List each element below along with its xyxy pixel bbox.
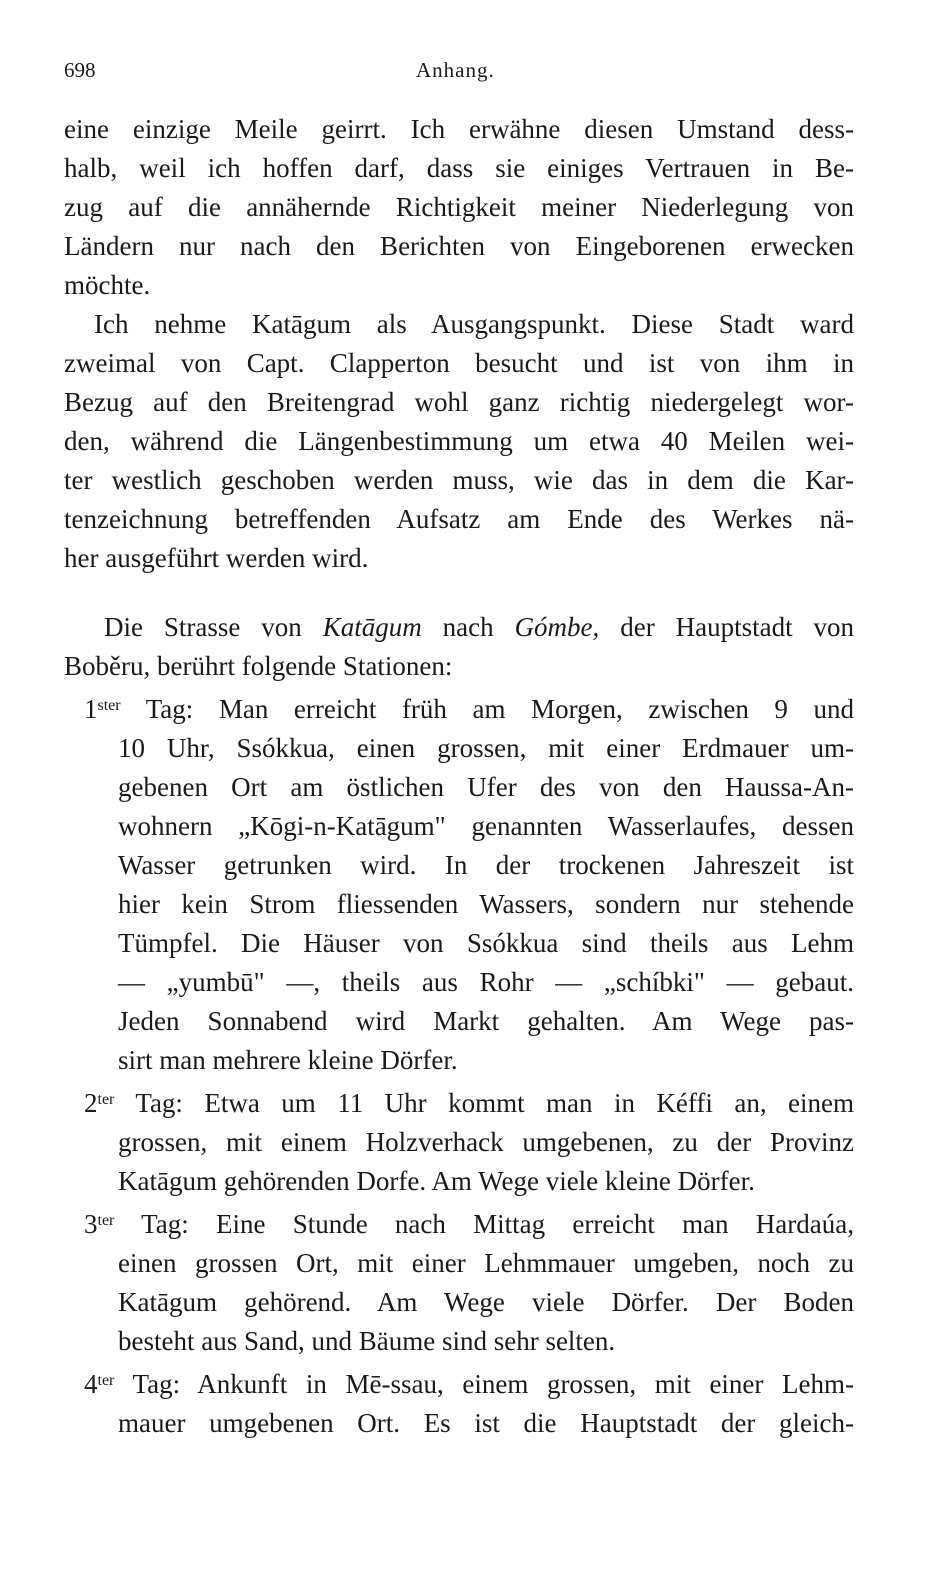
text-line: Katāgum gehörend. Am Wege viele Dörfer. Der Boden xyxy=(118,1287,854,1317)
text-line: — „yumbū" —, theils aus Rohr — „schíbki" — gebaut. xyxy=(118,967,854,997)
day-ordinal-suffix: ter xyxy=(97,1212,115,1229)
paragraph-2 xyxy=(64,305,854,578)
day-number: 1 xyxy=(84,694,98,724)
day-number: 2 xyxy=(84,1088,98,1118)
text-line: zug auf die annähernde Richtigkeit meiner Niederlegung von xyxy=(64,192,854,222)
text-line: Katāgum gehörenden Dorfe. Am Wege viele kleine Dörfer. xyxy=(118,1166,755,1196)
town-name: Katāgum xyxy=(322,612,422,642)
text-line: Ich nehme Katāgum als Ausgangspunkt. Diese Stadt ward xyxy=(94,309,854,339)
text-fragment: Tag: Etwa um 11 Uhr kommt man in Kéffi an, einem xyxy=(114,1088,854,1118)
text-fragment: Tag: Eine Stunde nach Mittag erreicht man Hardaúa, xyxy=(114,1209,854,1239)
text-line: eine einzige Meile geirrt. Ich erwähne diesen Umstand dess- xyxy=(64,114,854,144)
text-line: Ländern nur nach den Berichten von Eingeborenen erwecken xyxy=(64,231,854,261)
day-ordinal-suffix: ter xyxy=(97,1372,115,1389)
text-line: halb, weil ich hoffen darf, dass sie einiges Vertrauen in Be- xyxy=(64,153,854,183)
day-entry-first-line xyxy=(64,1361,854,1404)
day-entry-1 xyxy=(64,686,854,1080)
paragraph-1 xyxy=(64,110,854,305)
day-entry-first-line xyxy=(64,1201,854,1244)
day-number: 4 xyxy=(84,1369,98,1399)
text-fragment: Tag: Ankunft in Mē-ssau, einem grossen, mit einer Lehm- xyxy=(114,1369,854,1399)
text-line: den, während die Längenbestimmung um etwa 40 Meilen wei- xyxy=(64,426,854,456)
day-ordinal-suffix: ster xyxy=(97,697,121,714)
paragraph-gap xyxy=(64,578,854,608)
page-header xyxy=(64,58,866,88)
day-ordinal-suffix: ter xyxy=(97,1091,115,1108)
text-line: Wasser getrunken wird. In der trockenen Jahreszeit ist xyxy=(118,850,854,880)
day-entry-2 xyxy=(64,1080,854,1201)
text-line: sirt man mehrere kleine Dörfer. xyxy=(118,1045,458,1075)
text-line: wohnern „Kōgi-n-Katāgum" genannten Wasserlaufes, dessen xyxy=(118,811,854,841)
text-line: hier kein Strom fliessenden Wassers, sondern nur stehende xyxy=(118,889,854,919)
text-line: tenzeichnung betreffenden Aufsatz am Ende des Werkes nä- xyxy=(64,504,854,534)
town-name: Gómbe, xyxy=(514,612,600,642)
day-entry-first-line xyxy=(64,1080,854,1123)
paragraph-3 xyxy=(64,608,854,686)
text-line: zweimal von Capt. Clapperton besucht und ist von ihm in xyxy=(64,348,854,378)
text-line: 10 Uhr, Ssókkua, einen grossen, mit einer Erdmauer um- xyxy=(118,733,854,763)
text-line xyxy=(64,608,854,647)
page-body xyxy=(64,110,854,1443)
text-fragment: Tag: Man erreicht früh am Morgen, zwischen 9 und xyxy=(120,694,854,724)
text-line: Boběru, berührt folgende Stationen: xyxy=(64,651,453,681)
day-entry-first-line xyxy=(64,686,854,729)
text-line: her ausgeführt werden wird. xyxy=(64,543,369,573)
text-fragment: der Hauptstadt von xyxy=(599,612,855,642)
text-line: möchte. xyxy=(64,270,151,300)
text-line: grossen, mit einem Holzverhack umgebenen, zu der Provinz xyxy=(118,1127,854,1157)
page-number: 698 xyxy=(64,58,96,82)
day-entry-4 xyxy=(64,1361,854,1443)
text-line: ter westlich geschoben werden muss, wie das in dem die Kar- xyxy=(64,465,854,495)
text-line: besteht aus Sand, und Bäume sind sehr selten. xyxy=(118,1326,616,1356)
text-line: Tümpfel. Die Häuser von Ssókkua sind theils aus Lehm xyxy=(118,928,854,958)
text-line: einen grossen Ort, mit einer Lehmmauer umgeben, noch zu xyxy=(118,1248,854,1278)
text-line: mauer umgebenen Ort. Es ist die Hauptstadt der gleich- xyxy=(118,1408,854,1438)
text-line: Jeden Sonnabend wird Markt gehalten. Am Wege pas- xyxy=(118,1006,854,1036)
day-number: 3 xyxy=(84,1209,98,1239)
text-line: Bezug auf den Breitengrad wohl ganz richtig niedergelegt wor- xyxy=(64,387,854,417)
text-line: gebenen Ort am östlichen Ufer des von den Haussa-An- xyxy=(118,772,854,802)
text-fragment: Die Strasse von xyxy=(104,612,323,642)
running-head: Anhang. xyxy=(416,58,495,82)
day-entry-3 xyxy=(64,1201,854,1361)
text-fragment: nach xyxy=(421,612,515,642)
